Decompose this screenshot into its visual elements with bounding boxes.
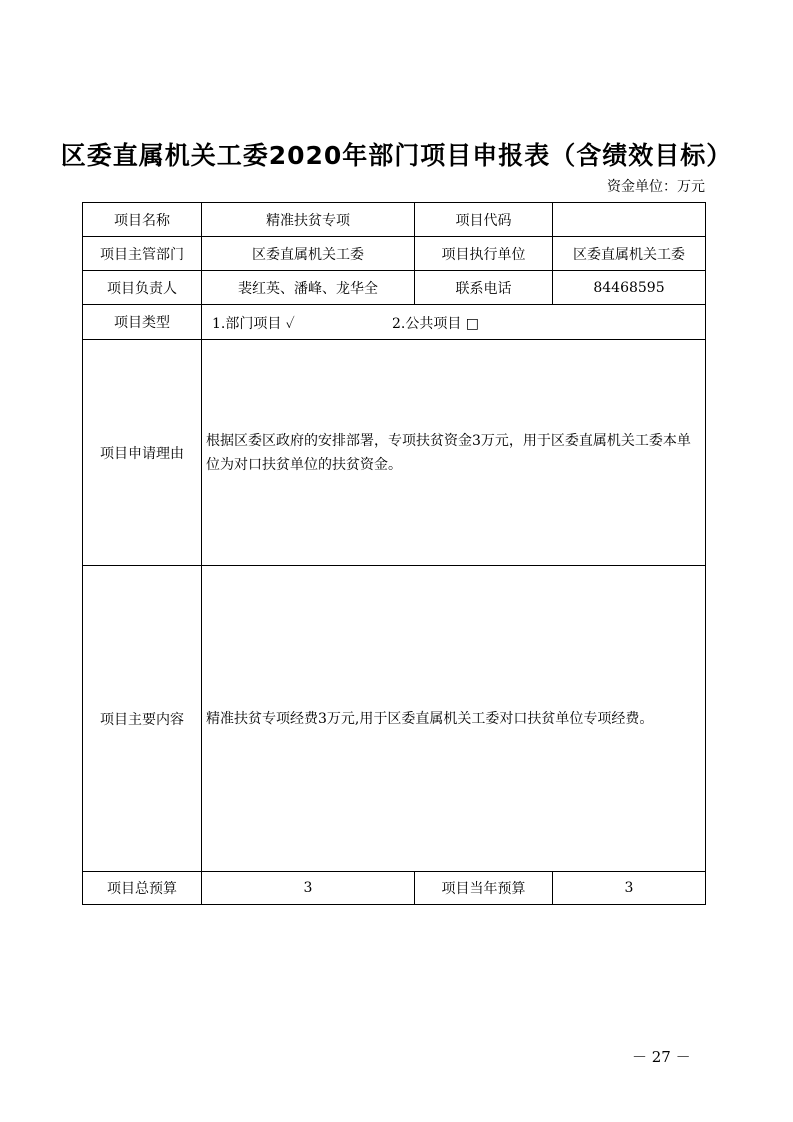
value-application-reason: 根据区委区政府的安排部署，专项扶贫资金3万元，用于区委直属机关工委本单位为对口扶贫单位的扶贫资金。 bbox=[202, 340, 706, 566]
row-main-content bbox=[83, 566, 706, 872]
value-main-content: 精准扶贫专项经费3万元,用于区委直属机关工委对口扶贫单位专项经费。 bbox=[202, 566, 706, 872]
option-public-project: 2.公共项目 □ bbox=[392, 316, 480, 332]
value-executing-unit: 区委直属机关工委 bbox=[553, 237, 706, 271]
label-phone: 联系电话 bbox=[415, 271, 553, 305]
label-project-name: 项目名称 bbox=[83, 203, 202, 237]
value-total-budget: 3 bbox=[202, 872, 415, 905]
label-supervising-dept: 项目主管部门 bbox=[83, 237, 202, 271]
label-application-reason: 项目申请理由 bbox=[83, 340, 202, 566]
value-annual-budget: 3 bbox=[553, 872, 706, 905]
value-phone: 84468595 bbox=[553, 271, 706, 305]
page-title: 区委直属机关工委2020年部门项目申报表（含绩效目标） bbox=[60, 141, 733, 170]
label-project-type: 项目类型 bbox=[83, 305, 202, 340]
value-project-name: 精准扶贫专项 bbox=[202, 203, 415, 237]
value-project-type bbox=[202, 305, 706, 340]
row-application-reason bbox=[83, 340, 706, 566]
value-project-lead: 裴红英、潘峰、龙华全 bbox=[202, 271, 415, 305]
row-department bbox=[83, 237, 706, 271]
row-project-name bbox=[83, 203, 706, 237]
value-project-code bbox=[553, 203, 706, 237]
page-number: － 27 － bbox=[632, 1048, 691, 1066]
label-total-budget: 项目总预算 bbox=[83, 872, 202, 905]
value-supervising-dept: 区委直属机关工委 bbox=[202, 237, 415, 271]
label-executing-unit: 项目执行单位 bbox=[415, 237, 553, 271]
option-department-project: 1.部门项目 ✓ bbox=[212, 316, 295, 332]
label-project-code: 项目代码 bbox=[415, 203, 553, 237]
row-budget bbox=[83, 872, 706, 905]
row-project-type bbox=[83, 305, 706, 340]
fund-unit-note: 资金单位：万元 bbox=[607, 179, 705, 195]
label-project-lead: 项目负责人 bbox=[83, 271, 202, 305]
row-lead bbox=[83, 271, 706, 305]
label-main-content: 项目主要内容 bbox=[83, 566, 202, 872]
project-application-table bbox=[82, 202, 706, 905]
label-annual-budget: 项目当年预算 bbox=[415, 872, 553, 905]
